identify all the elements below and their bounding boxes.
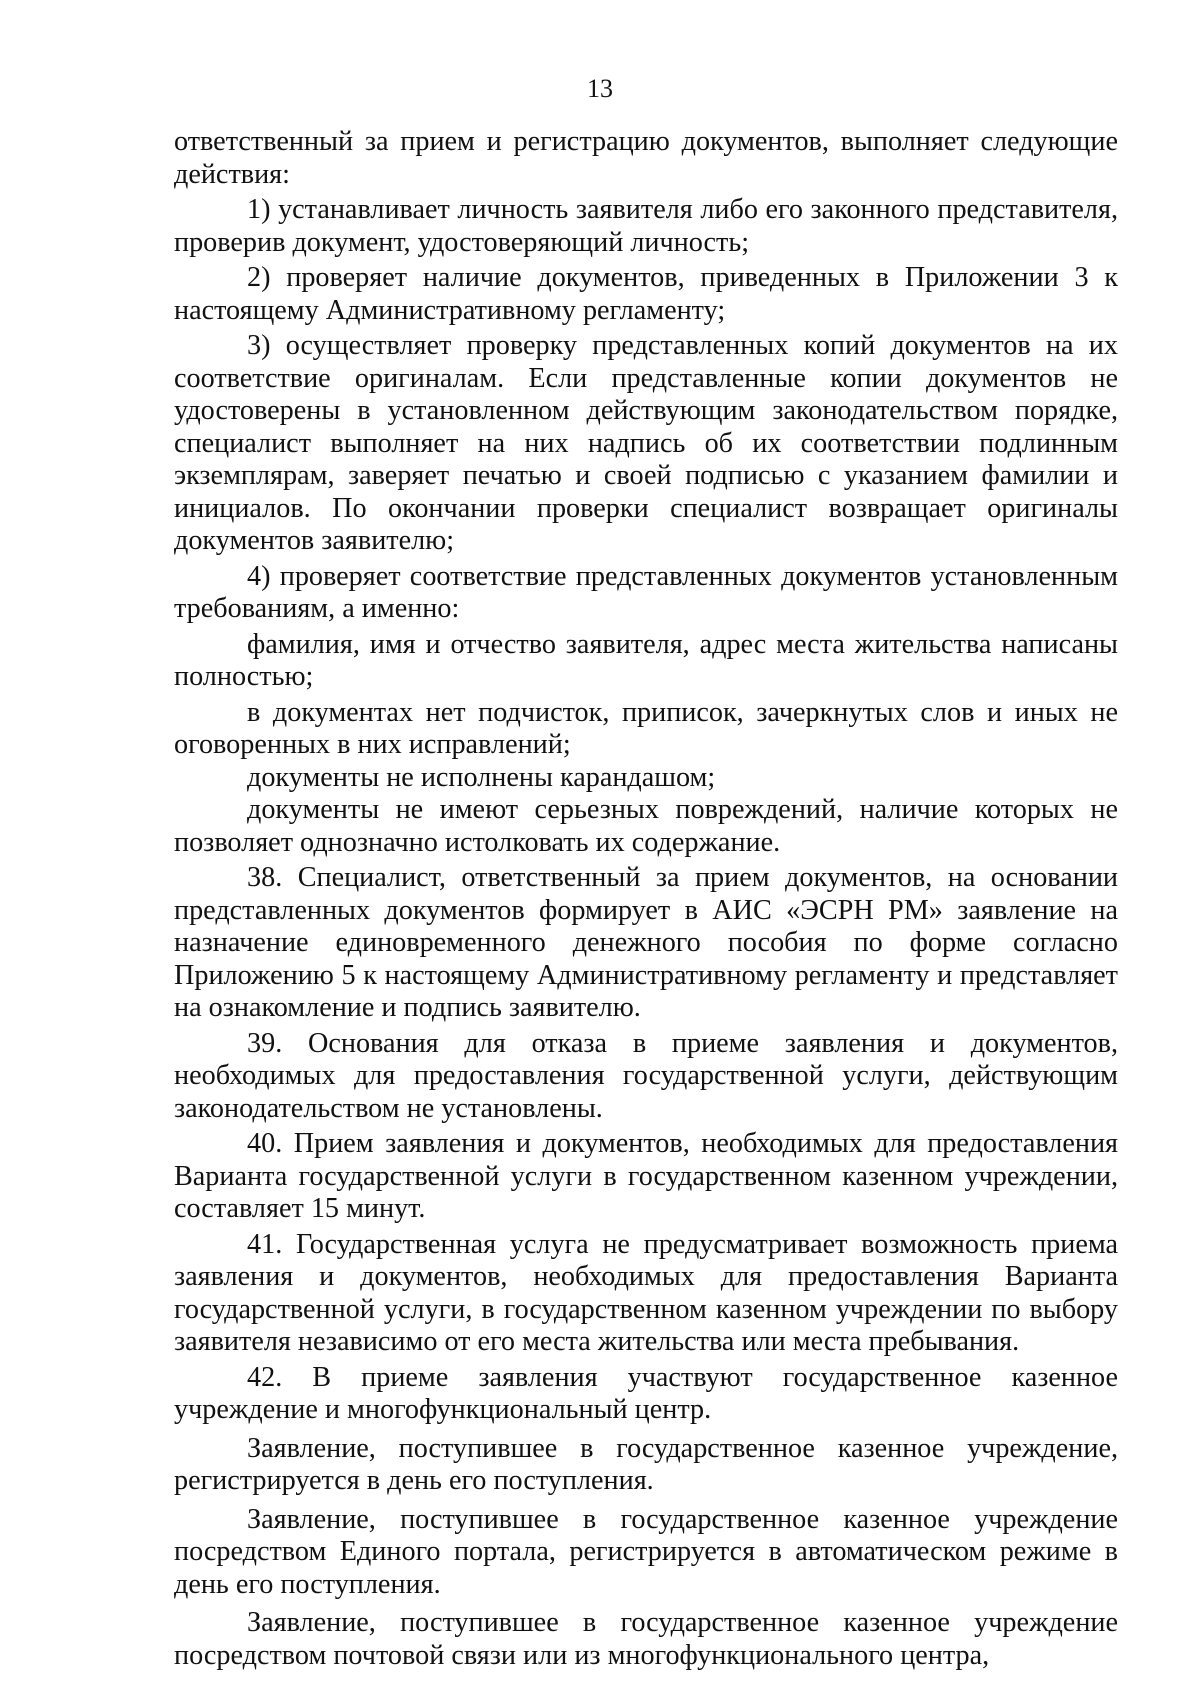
paragraph: 1) устанавливает личность заявителя либо его законного представителя, проверив документ, удостоверяющий личность; [174,194,1118,258]
paragraph: 38. Специалист, ответственный за прием документов, на основании представленных документов формирует в АИС «ЭСРН РМ» заявление на назначение единовременного денежного пособия по форме согласно Приложению 5 к настоящему Административному регламенту и представляет на ознакомление и подпись заявителю. [174,862,1118,1023]
paragraph: 3) осуществляет проверку представленных копий документов на их соответствие оригиналам. Если представленные копии документов не удостоверены в установленном действующим законодательством порядке, специалист выполняет на них надпись об их соответствии подлинным экземплярам, заверяет печатью и своей подписью с указанием фамилии и инициалов. По окончании проверки специалист возвращает оригиналы документов заявителю; [174,330,1118,556]
paragraph: в документах нет подчисток, приписок, зачеркнутых слов и иных не оговоренных в них исправлений; [174,696,1118,760]
paragraph: Заявление, поступившее в государственное казенное учреждение, регистрируется в день его поступления. [174,1432,1118,1496]
paragraph: 40. Прием заявления и документов, необходимых для предоставления Варианта государственной услуги в государственном казенном учреждении, составляет 15 минут. [174,1128,1118,1224]
paragraph: документы не имеют серьезных повреждений, наличие которых не позволяет однозначно истолковать их содержание. [174,794,1118,858]
paragraph: документы не исполнены карандашом; [247,761,716,793]
paragraph: ответственный за прием и регистрацию документов, выполняет следующие действия: [174,126,1118,190]
paragraph: фамилия, имя и отчество заявителя, адрес места жительства написаны полностью; [174,628,1118,692]
paragraph: 2) проверяет наличие документов, приведенных в Приложении 3 к настоящему Административному регламенту; [174,262,1118,326]
paragraph: 41. Государственная услуга не предусматривает возможность приема заявления и документов, необходимых для предоставления Варианта государственной услуги, в государственном казенном учреждении по выбору заявителя независимо от его места жительства или места пребывания. [174,1228,1118,1357]
paragraph: 4) проверяет соответствие представленных документов установленным требованиям, а именно: [174,560,1118,624]
page-number: 13 [587,74,613,103]
paragraph: 39. Основания для отказа в приеме заявления и документов, необходимых для предоставления государственной услуги, действующим законодательством не установлены. [174,1027,1118,1124]
document-body [174,126,1118,1672]
paragraph: Заявление, поступившее в государственное казенное учреждение посредством Единого портала, регистрируется в автоматическом режиме в день его поступления. [174,1503,1118,1600]
paragraph: 42. В приеме заявления участвуют государственное казенное учреждение и многофункциональный центр. [174,1361,1118,1425]
paragraph: Заявление, поступившее в государственное казенное учреждение посредством почтовой связи или из многофункционального центра, [174,1607,1118,1671]
